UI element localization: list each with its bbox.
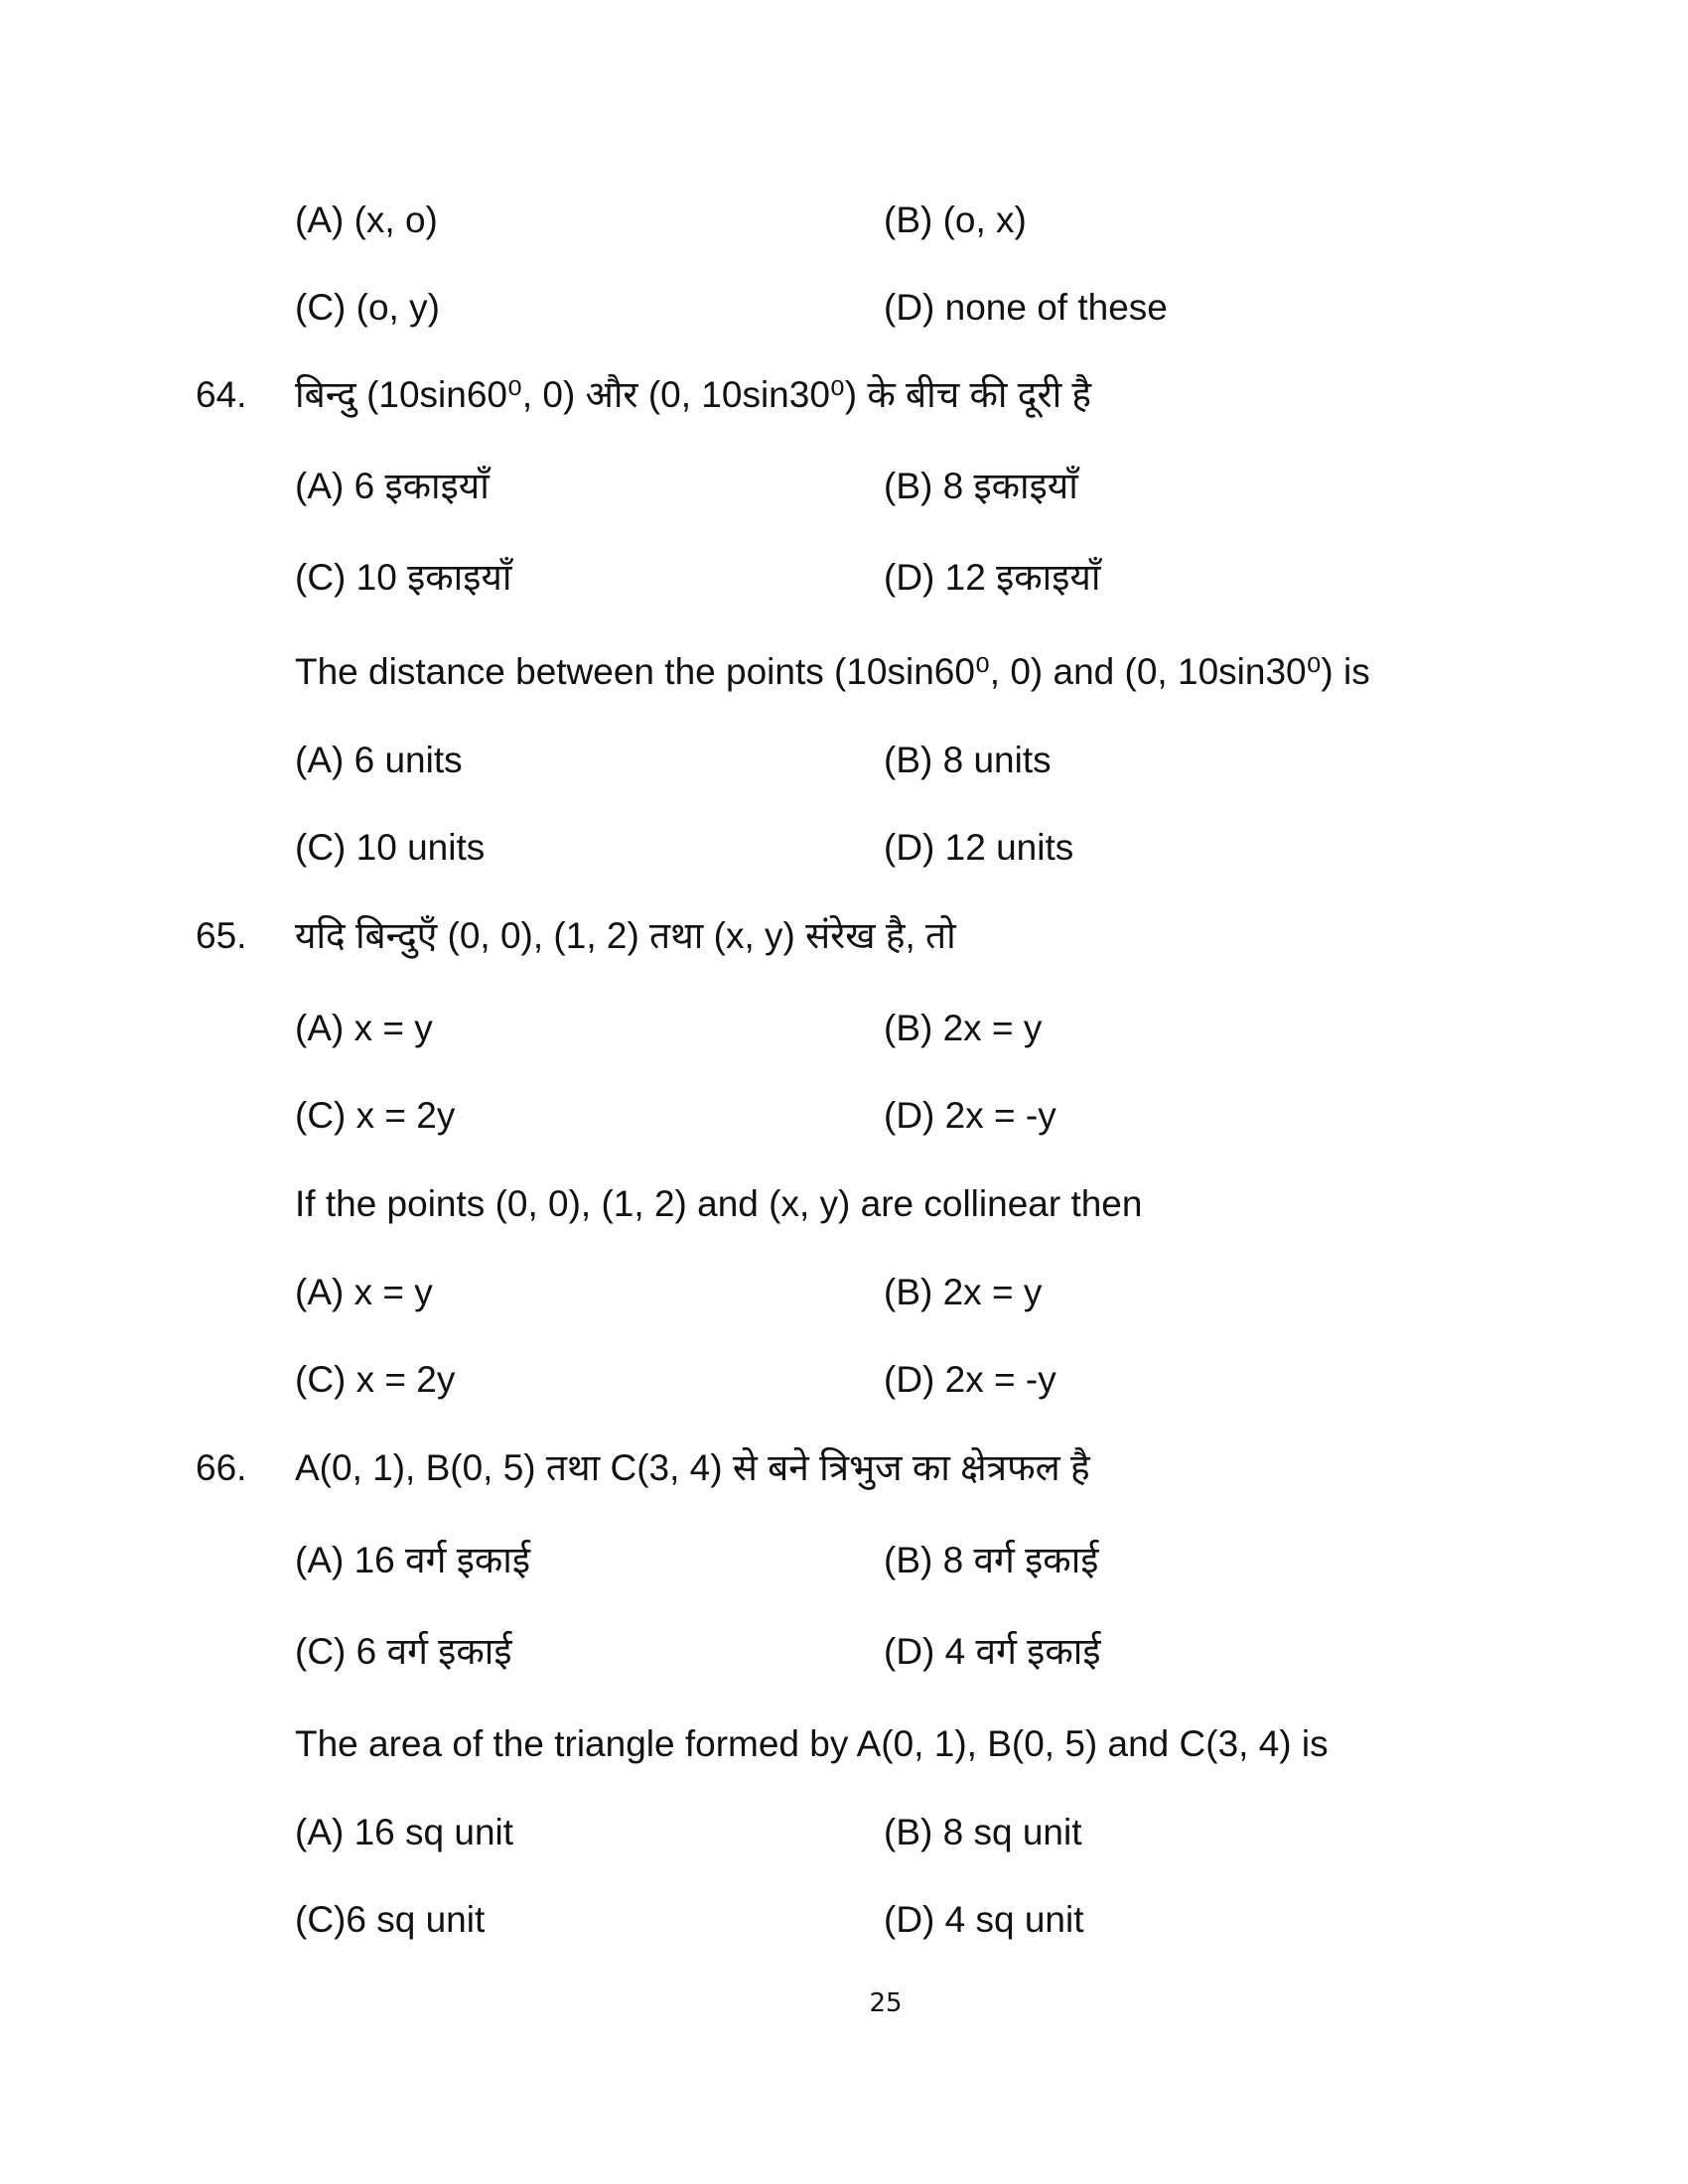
q64-english-option-c: (C) 10 units bbox=[295, 827, 486, 868]
q65-hindi-option-c: (C) x = 2y bbox=[295, 1095, 456, 1136]
q65-number: 65. bbox=[196, 915, 247, 956]
q63-option-a: (A) (x, o) bbox=[295, 200, 438, 240]
q64-hindi-option-b: (B) 8 इकाइयाँ bbox=[884, 466, 1078, 506]
q66-english-stem: The area of the triangle formed by A(0, 1), B(0, 5) and C(3, 4) is bbox=[295, 1723, 1329, 1764]
q64-english-stem: The distance between the points (10sin60⁰, 0) and (0, 10sin30⁰) is bbox=[295, 651, 1370, 692]
q65-hindi-option-a: (A) x = y bbox=[295, 1008, 433, 1048]
q64-english-option-b: (B) 8 units bbox=[884, 740, 1052, 780]
q64-english-option-a: (A) 6 units bbox=[295, 740, 463, 780]
q64-number: 64. bbox=[196, 374, 247, 415]
q64-hindi-option-d: (D) 12 इकाइयाँ bbox=[884, 557, 1101, 598]
q65-english-option-b: (B) 2x = y bbox=[884, 1272, 1043, 1312]
q66-hindi-option-c: (C) 6 वर्ग इकाई bbox=[295, 1631, 512, 1672]
q66-english-option-c: (C)6 sq unit bbox=[295, 1899, 486, 1940]
q66-english-option-a: (A) 16 sq unit bbox=[295, 1812, 514, 1852]
q64-hindi-option-a: (A) 6 इकाइयाँ bbox=[295, 466, 490, 506]
q63-option-b: (B) (o, x) bbox=[884, 200, 1027, 240]
q64-hindi-stem: बिन्दु (10sin60⁰, 0) और (0, 10sin30⁰) के बीच की दूरी है bbox=[295, 374, 1092, 415]
q66-hindi-option-b: (B) 8 वर्ग इकाई bbox=[884, 1540, 1099, 1580]
q66-hindi-option-d: (D) 4 वर्ग इकाई bbox=[884, 1631, 1101, 1672]
q63-option-d: (D) none of these bbox=[884, 287, 1168, 328]
q66-english-option-b: (B) 8 sq unit bbox=[884, 1812, 1082, 1852]
q66-hindi-stem: A(0, 1), B(0, 5) तथा C(3, 4) से बने त्रिभुज का क्षेत्रफल है bbox=[295, 1447, 1090, 1488]
q64-english-option-d: (D) 12 units bbox=[884, 827, 1074, 868]
q65-hindi-option-d: (D) 2x = -y bbox=[884, 1095, 1056, 1136]
q66-number: 66. bbox=[196, 1447, 247, 1488]
q65-hindi-option-b: (B) 2x = y bbox=[884, 1008, 1043, 1048]
q66-english-option-d: (D) 4 sq unit bbox=[884, 1899, 1084, 1940]
q65-hindi-stem: यदि बिन्दुएँ (0, 0), (1, 2) तथा (x, y) संरेख है, तो bbox=[295, 915, 956, 956]
q65-english-option-d: (D) 2x = -y bbox=[884, 1359, 1056, 1400]
page-number: 25 bbox=[869, 1988, 903, 2018]
q64-hindi-option-c: (C) 10 इकाइयाँ bbox=[295, 557, 512, 598]
q65-english-option-c: (C) x = 2y bbox=[295, 1359, 456, 1400]
q63-option-c: (C) (o, y) bbox=[295, 287, 440, 328]
q65-english-option-a: (A) x = y bbox=[295, 1272, 433, 1312]
q65-english-stem: If the points (0, 0), (1, 2) and (x, y) are collinear then bbox=[295, 1183, 1143, 1224]
q66-hindi-option-a: (A) 16 वर्ग इकाई bbox=[295, 1540, 531, 1580]
